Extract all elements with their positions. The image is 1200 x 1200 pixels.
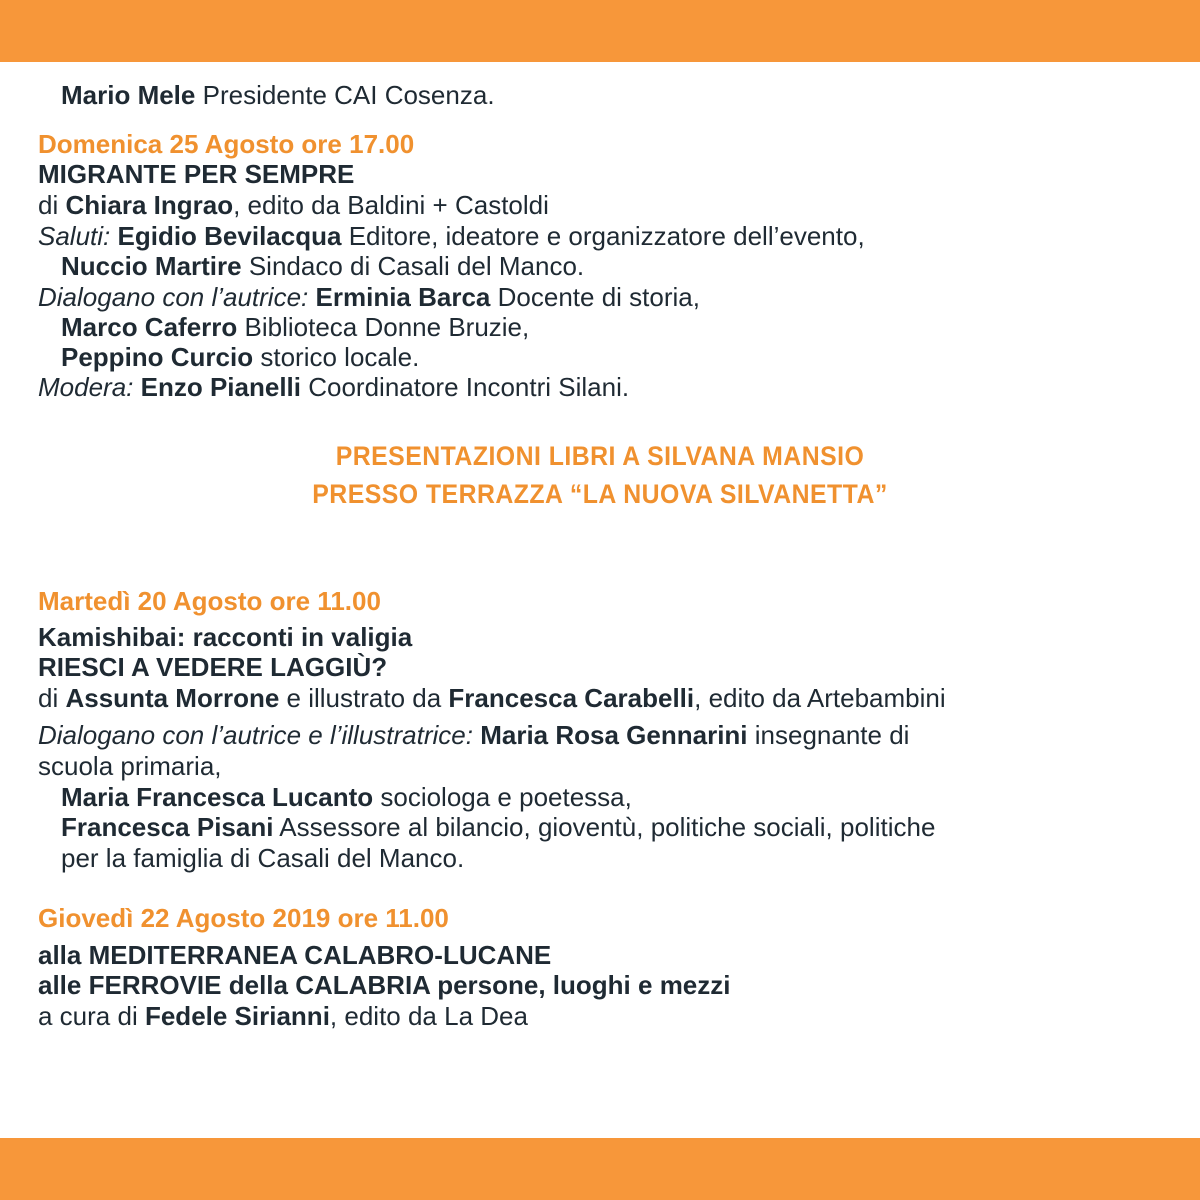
event-title-line-2: alle FERROVIE della CALABRIA persone, luoghi e mezzi <box>38 970 731 1000</box>
guest-name: Nuccio Martire <box>61 251 242 281</box>
guest-role: Editore, ideatore e organizzatore dell’evento, <box>348 221 865 251</box>
guest-name: Peppino Curcio <box>61 342 254 372</box>
saluti-line <box>38 221 865 251</box>
guest-role: Presidente CAI Cosenza. <box>202 80 495 110</box>
curator-name: Fedele Sirianni <box>144 1001 330 1031</box>
event-date: Martedì 20 Agosto ore 11.00 <box>38 586 381 616</box>
guest-name: Maria Rosa Gennarini <box>480 720 748 750</box>
curator-line <box>38 1001 528 1031</box>
guest-line <box>61 812 935 842</box>
guest-line <box>61 342 419 372</box>
by-prefix: di <box>38 683 59 713</box>
guest-role: Biblioteca Donne Bruzie, <box>244 312 530 342</box>
guest-line <box>61 80 495 110</box>
section-banner-line-1: PRESENTAZIONI LIBRI A SILVANA MANSIO <box>335 441 865 471</box>
author-line <box>38 683 946 713</box>
author-name: Assunta Morrone <box>65 683 280 713</box>
author-line <box>38 190 549 220</box>
illustrator-prefix: e illustrato da <box>286 683 442 713</box>
modera-label: Modera: <box>38 372 134 402</box>
event-title: MIGRANTE PER SEMPRE <box>38 159 355 189</box>
guest-line <box>61 312 529 342</box>
section-banner-line-2: PRESSO TERRAZZA “LA NUOVA SILVANETTA” <box>312 479 888 509</box>
guest-name: Maria Francesca Lucanto <box>61 782 374 812</box>
bottom-orange-bar <box>0 1138 1200 1200</box>
top-orange-bar <box>0 0 1200 62</box>
guest-name: Erminia Barca <box>315 282 491 312</box>
saluti-label: Saluti: <box>38 221 111 251</box>
dialogo-line <box>38 282 700 312</box>
by-prefix: di <box>38 190 59 220</box>
event-subtitle: Kamishibai: racconti in valigia <box>38 622 413 652</box>
guest-name: Marco Caferro <box>61 312 238 342</box>
guest-role-continued: per la famiglia di Casali del Manco. <box>61 843 465 873</box>
curator-prefix: a cura di <box>38 1001 138 1031</box>
event-date: Domenica 25 Agosto ore 17.00 <box>38 129 415 159</box>
publisher-text: , edito da Baldini + Castoldi <box>233 190 549 220</box>
event-title-line-1: alla MEDITERRANEA CALABRO-LUCANE <box>38 940 552 970</box>
dialogo-line <box>38 720 909 750</box>
modera-line <box>38 372 629 402</box>
guest-role: Sindaco di Casali del Manco. <box>248 251 585 281</box>
illustrator-name: Francesca Carabelli <box>448 683 695 713</box>
guest-role: Assessore al bilancio, gioventù, politiche sociali, politiche <box>279 812 936 842</box>
guest-role: sociologa e poetessa, <box>380 782 632 812</box>
event-title: RIESCI A VEDERE LAGGIÙ? <box>38 652 388 682</box>
guest-line <box>61 782 632 812</box>
guest-role: storico locale. <box>260 342 420 372</box>
guest-role: insegnante di <box>754 720 910 750</box>
guest-name: Mario Mele <box>61 80 196 110</box>
author-name: Chiara Ingrao <box>65 190 234 220</box>
event-date: Giovedì 22 Agosto 2019 ore 11.00 <box>38 903 449 933</box>
guest-line <box>61 251 584 281</box>
guest-role-continued: scuola primaria, <box>38 751 222 781</box>
guest-role: Coordinatore Incontri Silani. <box>308 372 630 402</box>
guest-name: Egidio Bevilacqua <box>117 221 342 251</box>
guest-name: Francesca Pisani <box>61 812 274 842</box>
dialogo-label: Dialogano con l’autrice e l’illustratrice: <box>38 720 473 750</box>
guest-role: Docente di storia, <box>497 282 700 312</box>
publisher-text: , edito da La Dea <box>329 1001 528 1031</box>
publisher-text: , edito da Artebambini <box>694 683 946 713</box>
guest-name: Enzo Pianelli <box>140 372 301 402</box>
dialogo-label: Dialogano con l’autrice: <box>38 282 309 312</box>
